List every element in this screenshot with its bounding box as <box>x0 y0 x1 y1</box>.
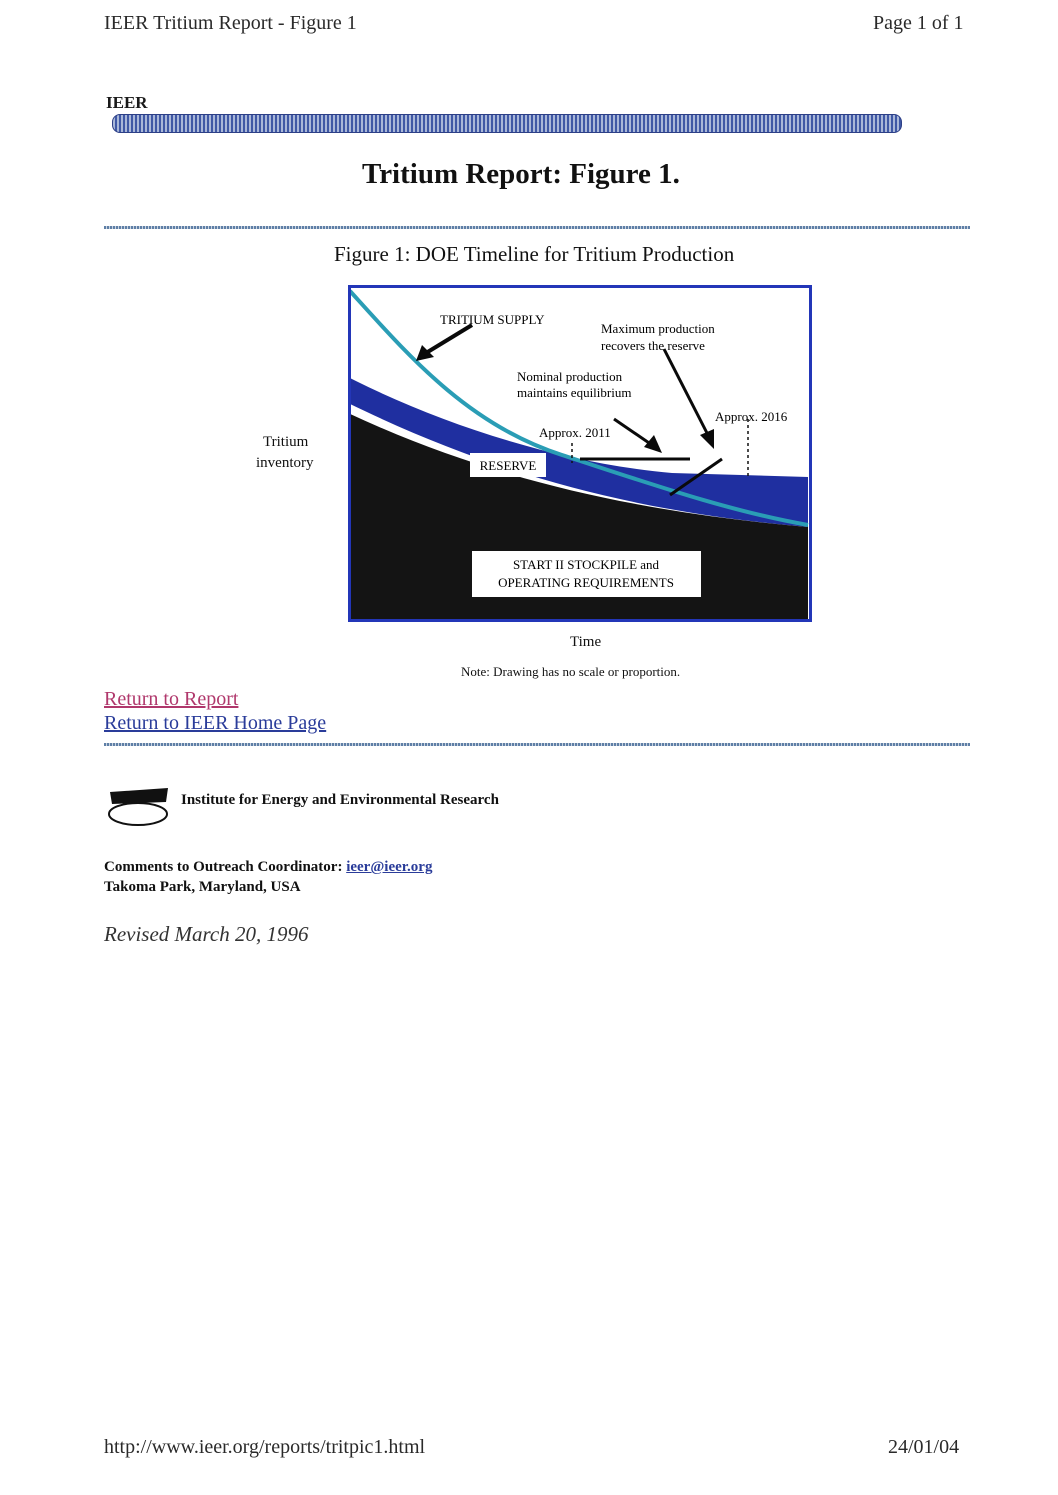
y-axis-label-line1: Tritium <box>263 434 309 450</box>
stockpile-label-1: START II STOCKPILE and <box>512 557 660 572</box>
location-text: Takoma Park, Maryland, USA <box>104 879 301 895</box>
maximum-production-label-1: Maximum production <box>601 321 715 336</box>
return-to-home-link[interactable]: Return to IEER Home Page <box>104 712 327 734</box>
institute-name: Institute for Energy and Environmental Research <box>181 792 499 808</box>
reserve-label: RESERVE <box>479 458 537 473</box>
x-axis-label: Time <box>570 634 602 650</box>
comments-label: Comments to Outreach Coordinator: <box>104 859 343 875</box>
nominal-production-label-2: maintains equilibrium <box>517 385 632 400</box>
maximum-production-label-2: recovers the reserve <box>601 338 705 353</box>
contact-line <box>104 859 432 876</box>
print-header-title: IEER Tritium Report - Figure 1 <box>104 12 357 34</box>
tritium-supply-label: TRITIUM SUPPLY <box>440 312 545 327</box>
return-to-report-link[interactable]: Return to Report <box>104 688 239 710</box>
stockpile-label-2: OPERATING REQUIREMENTS <box>498 575 674 590</box>
tritium-timeline-diagram <box>348 285 812 622</box>
brand-label: IEER <box>106 93 148 112</box>
print-header-page: Page 1 of 1 <box>873 12 964 34</box>
figure-note: Note: Drawing has no scale or proportion. <box>461 664 681 679</box>
divider-bottom <box>104 743 970 746</box>
divider-top <box>104 226 970 229</box>
revised-date: Revised March 20, 1996 <box>104 922 309 946</box>
page-title: Tritium Report: Figure 1. <box>362 158 680 190</box>
ieer-logo-icon <box>104 782 174 830</box>
print-footer-url: http://www.ieer.org/reports/tritpic1.html <box>104 1436 426 1458</box>
approx-2016-label: Approx. 2016 <box>715 409 788 424</box>
print-footer-date: 24/01/04 <box>888 1436 960 1458</box>
approx-2011-label: Approx. 2011 <box>539 425 611 440</box>
nominal-production-label-1: Nominal production <box>517 369 623 384</box>
banner-bar <box>112 114 902 133</box>
figure-title: Figure 1: DOE Timeline for Tritium Production <box>334 242 735 266</box>
email-link[interactable]: ieer@ieer.org <box>346 859 433 875</box>
y-axis-label-line2: inventory <box>256 455 314 471</box>
